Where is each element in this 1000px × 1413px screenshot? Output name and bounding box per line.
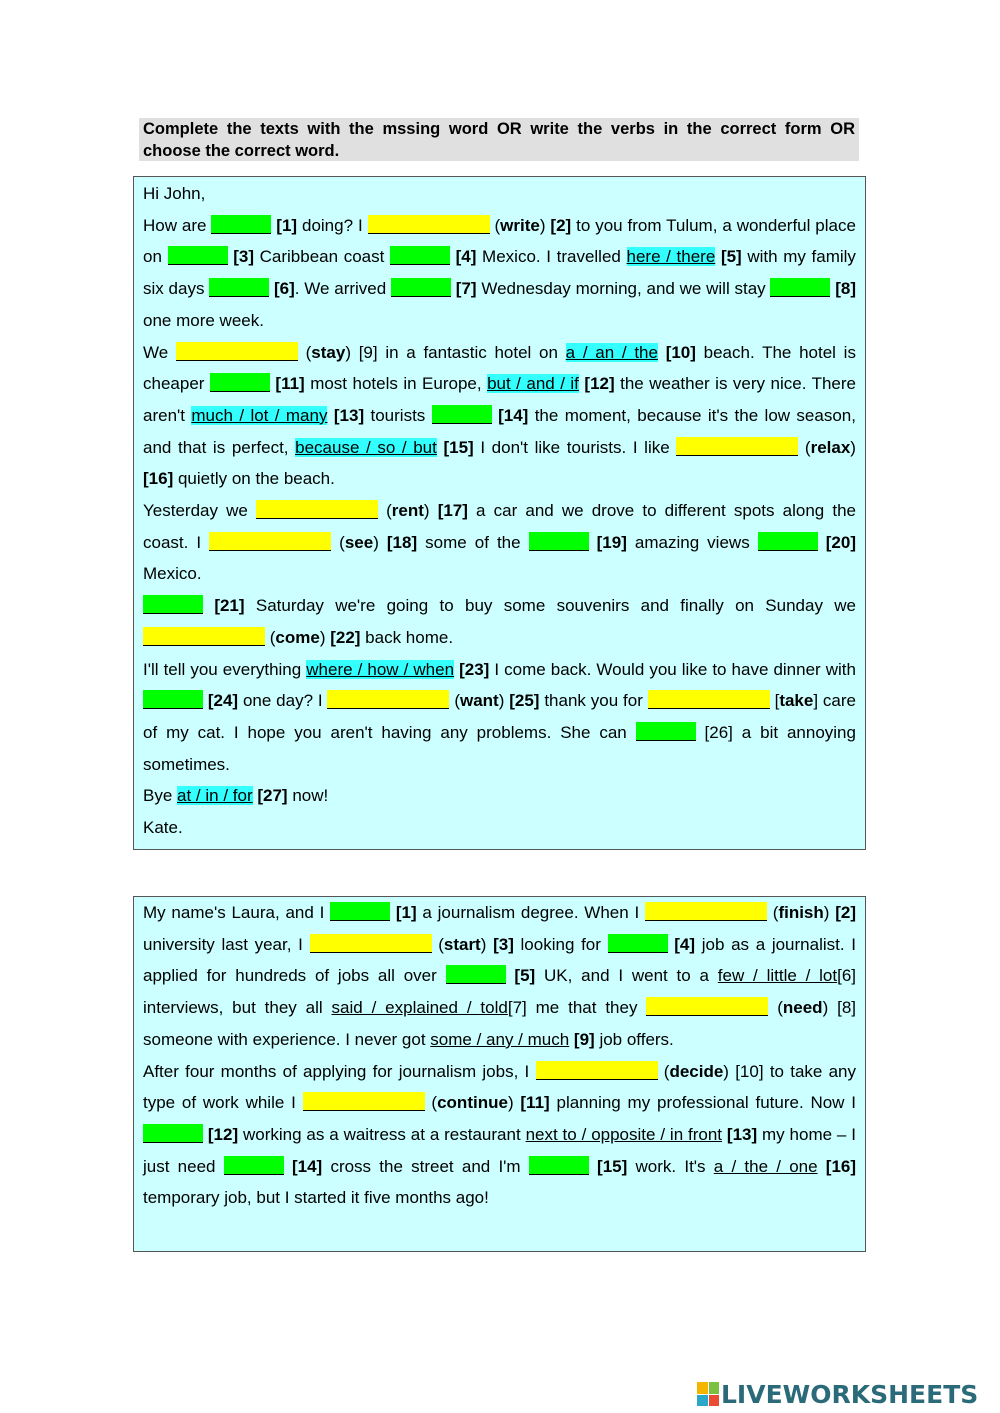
answer-input-14[interactable] (432, 405, 492, 424)
choice-select-6[interactable]: few / little / lot (717, 966, 838, 986)
answer-input-6[interactable] (209, 278, 269, 297)
instructions: Complete the texts with the mssing word OR write the verbs in the correct form OR choose the correct word. (139, 118, 859, 161)
answer-input-take[interactable] (648, 690, 770, 709)
choice-select-23[interactable]: where / how / when (306, 659, 455, 679)
choice-select-7[interactable]: said / explained / told (331, 998, 508, 1018)
answer-input-4[interactable] (390, 246, 450, 265)
answer-input-7[interactable] (391, 278, 451, 297)
answer-input-22[interactable] (143, 627, 265, 646)
logo-text: LIVEWORKSHEETS (721, 1379, 979, 1409)
choice-select-13[interactable]: next to / opposite / in front (525, 1124, 723, 1144)
answer-input-24[interactable] (143, 690, 203, 709)
answer-input-9[interactable] (176, 342, 298, 361)
paragraph-6: Bye at / in / for [27] now! (143, 786, 329, 806)
answer-input-1[interactable] (211, 215, 271, 234)
choice-select-10[interactable]: a / an / the (565, 342, 658, 362)
paragraph-1: My name's Laura, and I [1] a journalism degree. When I (finish) [2] university last year, I (start) [3] looking for [4] job as a journalist. I applied for hundreds of jobs all over [5] UK, and I went to a few / little / lot[6] interviews, but they all said / explained / told[7] me that they (need) [8] someone with experience. I never got some / any / much [9] job offers. (143, 903, 856, 1049)
choice-select-13[interactable]: much / lot / many (191, 405, 328, 425)
answer-input-16[interactable] (676, 437, 798, 456)
answer-input-4[interactable] (608, 934, 668, 953)
answer-input-11[interactable] (303, 1092, 425, 1111)
paragraph-1: How are [1] doing? I (write) [2] to you from Tulum, a wonderful place on [3] Caribbean coast [4] Mexico. I travelled here / there [5] with my family six days [6]. We arrived [7] Wednesday morning, and we will stay [8] one more week. (143, 215, 857, 330)
signoff: Kate. (143, 818, 183, 838)
paragraph-5: I'll tell you everything where / how / when [23] I come back. Would you like to have dinner with [24] one day? I (want) [25] thank you for [take] care of my cat. I hope you aren't having any problems. She can [26] a bit annoying sometimes. (143, 659, 856, 774)
answer-input-21[interactable] (143, 595, 203, 614)
answer-input-10[interactable] (536, 1061, 658, 1080)
answer-input-26[interactable] (636, 722, 696, 741)
liveworksheets-logo-icon (697, 1382, 719, 1406)
answer-input-11[interactable] (210, 373, 270, 392)
answer-input-3[interactable] (310, 934, 432, 953)
choice-select-27[interactable]: at / in / for (177, 786, 253, 806)
answer-input-19[interactable] (529, 532, 589, 551)
paragraph-3: Yesterday we (rent) [17] a car and we drove to different spots along the coast. I (see) [18] some of the [19] amazing views [20] Mexico. (143, 501, 856, 584)
answer-input-18[interactable] (209, 532, 331, 551)
answer-input-1[interactable] (330, 902, 390, 921)
choice-select-15[interactable]: because / so / but (295, 437, 437, 457)
greeting: Hi John, (143, 184, 206, 203)
text-box-2 (133, 896, 866, 1252)
paragraph-2: We (stay) [9] in a fantastic hotel on a / an / the [10] beach. The hotel is cheaper [11] most hotels in Europe, but / and / if [12] the weather is very nice. There aren't much / lot / many [13] tourists [14] the moment, because it's the low season, and that is perfect, because / so / but [15] I don't like tourists. I like (relax) [16] quietly on the beach. (143, 342, 857, 489)
choice-select-9[interactable]: some / any / much (430, 1029, 570, 1049)
paragraph-2: After four months of applying for journalism jobs, I (decide) [10] to take any type of work while I (continue) [11] planning my professional future. Now I [12] working as a waitress at a restaurant next to / opposite / in front [13] my home – I just need [14] cross the street and I'm [15] work. It's a / the / one [16] temporary job, but I started it five months ago! (143, 1061, 857, 1208)
answer-input-8[interactable] (770, 278, 830, 297)
choice-select-16[interactable]: a / the / one (713, 1156, 818, 1176)
answer-input-12[interactable] (143, 1124, 203, 1143)
answer-input-2[interactable] (368, 215, 490, 234)
answer-input-17[interactable] (256, 500, 378, 519)
answer-input-2[interactable] (645, 902, 767, 921)
answer-input-5[interactable] (446, 965, 506, 984)
answer-input-8[interactable] (646, 997, 768, 1016)
answer-input-20[interactable] (758, 532, 818, 551)
answer-input-14[interactable] (224, 1156, 284, 1175)
choice-select-5[interactable]: here / there (626, 247, 716, 267)
answer-input-15[interactable] (529, 1156, 589, 1175)
paragraph-4: [21] Saturday we're going to buy some souvenirs and finally on Sunday we (come) [22] back home. (143, 590, 856, 653)
liveworksheets-logo[interactable] (697, 1378, 978, 1410)
answer-input-3[interactable] (168, 246, 228, 265)
choice-select-12[interactable]: but / and / if (487, 374, 579, 394)
answer-input-25[interactable] (327, 690, 449, 709)
text-box-1 (133, 176, 866, 850)
